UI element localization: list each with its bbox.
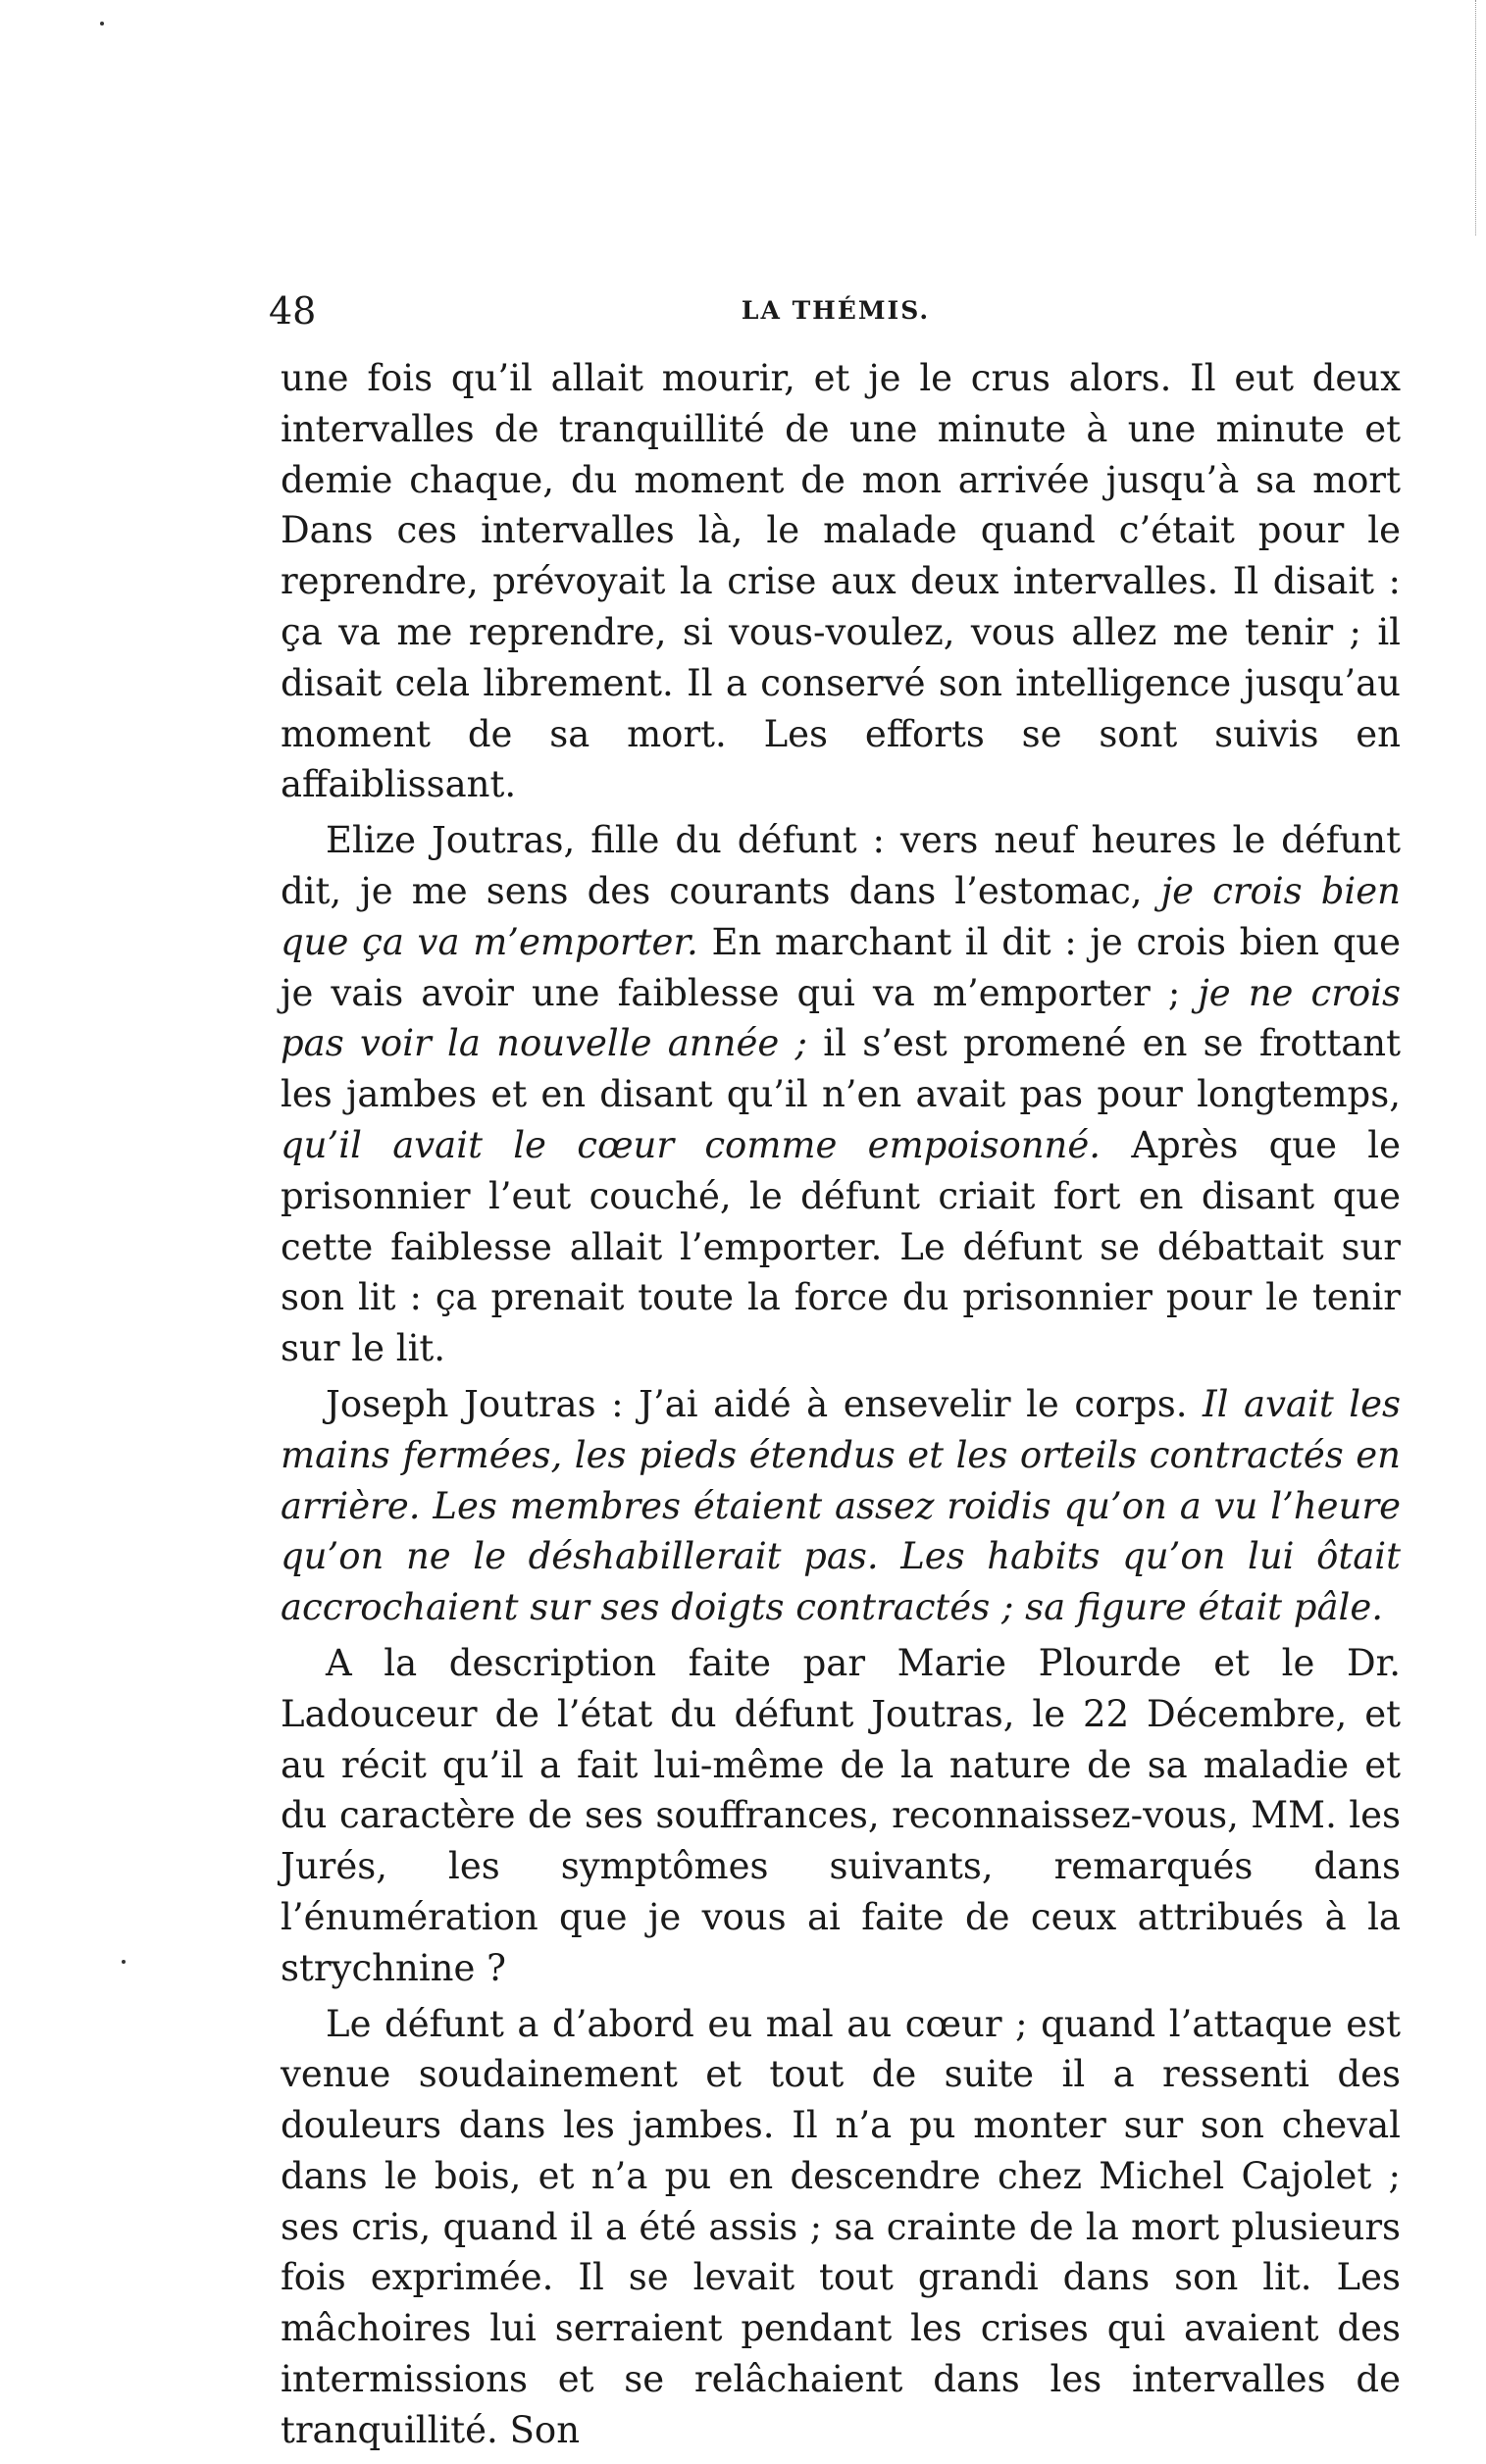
specks — [100, 22, 104, 26]
text-run: En marchant il dit : je crois bien que je vais avoir une faiblesse qui va m’emporter ; — [281, 920, 1401, 1014]
text-run: Joseph Joutras : J’ai aidé à ensevelir le corps. — [326, 1382, 1204, 1425]
paragraph-4-question: A la description faite par Marie Plourde et le Dr. Ladouceur de l’état du défunt Joutras, le 22 Décembre, et au récit qu’il a fait lui-même de la nature de sa maladie et du caractère de ses souffrances, reconnaissez-vous, MM. les Jurés, les symptômes suivants, remarqués dans l’énumération que je vous ai faite de ceux attribués à la strychnine ? — [281, 1641, 1401, 1989]
quoted-italic: je crois bien que ça va m’emporter. — [281, 869, 1401, 963]
quoted-italic: Il avait les mains fermées, les pieds étendus et les orteils contractés en arrière. Les membres étaient assez roidis qu’on a vu l’heure qu’on ne le déshabillerait pas. Les habits qu’on lui ôtait accrochaient sur ses doigts contractés ; sa figure était pâle. — [281, 1382, 1401, 1629]
paragraph-3-joseph-testimony — [281, 1379, 1401, 1633]
page-edge — [1475, 0, 1486, 235]
body-text — [281, 353, 1401, 2461]
paragraph-5-symptoms: Le défunt a d’abord eu mal au cœur ; quand l’attaque est venue soudainement et tout de suite il a ressenti des douleurs dans les jambes. Il n’a pu monter sur son cheval dans le bois, et n’a pu en descendre chez Michel Cajolet ; ses cris, quand il a été assis ; sa crainte de la mort plusieurs fois exprimée. Il se levait tout grandi dans son lit. Les mâchoires lui serraient pendant les crises qui avaient des intermissions et se relâchaient dans les intervalles de tranquillité. Son — [281, 2002, 1401, 2451]
running-head: LA THÉMIS. — [741, 296, 931, 325]
text-run: Après que le prisonnier l’eut couché, le défunt criait fort en disant que cette faiblesse allait l’emporter. Le défunt se débattait sur son lit : ça prenait toute la force du prisonnier pour le tenir sur le lit. — [281, 1123, 1402, 1370]
text-run: il s’est promené en se frottant les jambes et en disant qu’il n’en avait pas pour longtemps, — [281, 1022, 1401, 1116]
paragraph-2-elize-testimony — [281, 815, 1401, 1374]
page-header — [269, 286, 1403, 335]
paragraph-1: une fois qu’il allait mourir, et je le crus alors. Il eut deux intervalles de tranquillité de une minute à une minute et demie chaque, du moment de mon arrivée jusqu’à sa mort Dans ces intervalles là, le malade quand c’était pour le reprendre, prévoyait la crise aux deux intervalles. Il disait : ça va me reprendre, si vous-voulez, vous allez me tenir ; il disait cela librement. Il a conservé son intelligence jusqu’au moment de sa mort. Les efforts se sont suivis en affaiblissant. — [281, 357, 1401, 806]
page-number: 48 — [269, 289, 317, 333]
text-run: Elize Joutras, fille du défunt : vers neuf heures le défunt dit, je me sens des courants dans l’estomac, — [281, 819, 1401, 912]
quoted-italic: qu’il avait le cœur comme empoisonné. — [281, 1123, 1102, 1166]
specks — [122, 1960, 126, 1964]
quoted-italic: je ne crois pas voir la nouvelle année ; — [281, 971, 1401, 1065]
